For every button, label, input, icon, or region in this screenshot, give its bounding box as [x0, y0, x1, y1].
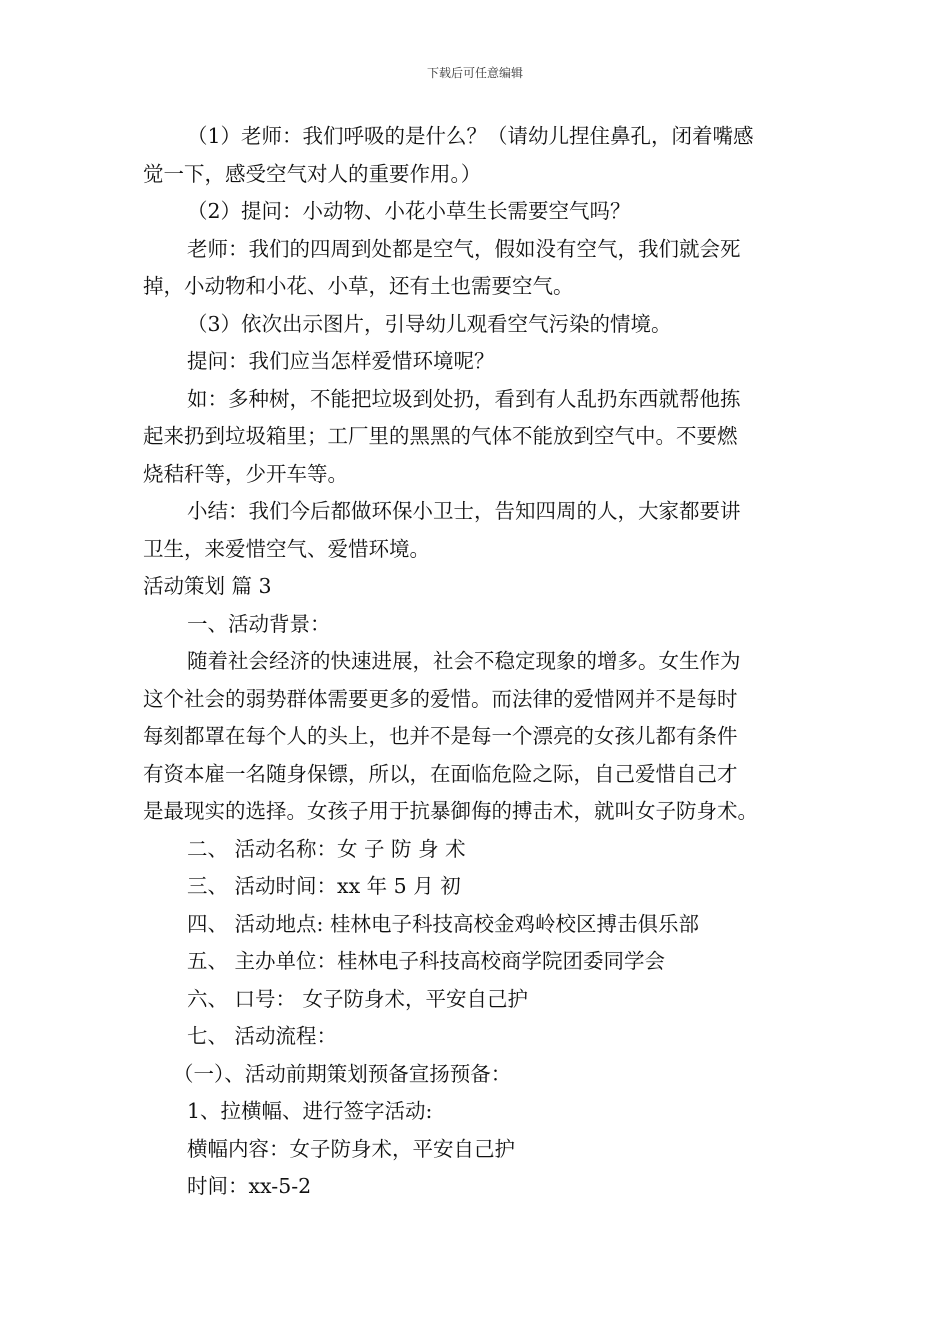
- text-line: 六、 口号： 女子防身术，平安自己护: [187, 986, 529, 1011]
- text-line: 有资本雇一名随身保镖，所以，在面临危险之际，自己爱惜自己才: [143, 761, 738, 786]
- paragraph: [143, 381, 807, 494]
- text-line: 这个社会的弱势群体需要更多的爱惜。而法律的爱惜网并不是每时: [143, 686, 738, 711]
- paragraph: [143, 981, 807, 1019]
- text-line: 横幅内容：女子防身术，平安自己护: [187, 1136, 515, 1161]
- text-line: 时间：xx-5-2: [187, 1174, 312, 1198]
- text-line: 烧秸秆等，少开车等。: [143, 461, 348, 486]
- text-line: 四、 活动地点: 桂林电子科技高校金鸡岭校区搏击俱乐部: [187, 911, 699, 936]
- text-line: （2）提问：小动物、小花小草生长需要空气吗？: [187, 199, 631, 223]
- text-line: 觉一下，感受空气对人的重要作用。）: [143, 161, 482, 186]
- paragraph: [143, 343, 807, 381]
- text-line: 五、 主办单位：桂林电子科技高校商学院团委同学会: [187, 949, 666, 973]
- paragraph: [143, 193, 807, 231]
- text-line: （一）、活动前期策划预备宣扬预备：: [173, 1061, 512, 1086]
- text-line: 提问：我们应当怎样爱惜环境呢？: [187, 349, 495, 373]
- document-body: [143, 118, 807, 1206]
- text-line: 掉，小动物和小花、小草，还有土也需要空气。: [143, 274, 574, 298]
- paragraph: [143, 118, 807, 193]
- paragraph: [143, 1056, 807, 1094]
- text-line: 卫生，来爱惜空气、爱惜环境。: [143, 536, 430, 561]
- paragraph: [143, 943, 807, 981]
- text-line: 如：多种树，不能把垃圾到处扔，看到有人乱扔东西就帮他拣: [187, 386, 741, 411]
- paragraph: [143, 1168, 807, 1206]
- text-line: 起来扔到垃圾箱里；工厂里的黑黑的气体不能放到空气中。不要燃: [143, 424, 738, 448]
- text-line: 三、 活动时间：xx 年 5 月 初: [187, 874, 461, 898]
- text-line: 一、活动背景：: [187, 611, 331, 636]
- paragraph: [143, 1093, 807, 1131]
- text-line: （1）老师：我们呼吸的是什么？（请幼儿捏住鼻孔，闭着嘴感: [187, 124, 754, 148]
- text-line: 随着社会经济的快速进展，社会不稳定现象的增多。女生作为: [187, 649, 741, 673]
- text-line: 每刻都罩在每个人的头上，也并不是每一个漂亮的女孩儿都有条件: [143, 724, 738, 748]
- paragraph: [143, 306, 807, 344]
- paragraph: [143, 643, 807, 831]
- text-line: 1、拉横幅、进行签字活动:: [187, 1099, 433, 1123]
- paragraph: [143, 906, 807, 944]
- page-header: 下载后可任意编辑: [426, 66, 523, 80]
- paragraph: [143, 1131, 807, 1169]
- text-line: 小结：我们今后都做环保小卫士，告知四周的人，大家都要讲: [187, 499, 741, 523]
- paragraph: [143, 606, 807, 644]
- text-line: 七、 活动流程：: [187, 1024, 338, 1048]
- paragraph: [143, 231, 807, 306]
- text-line: （3）依次出示图片，引导幼儿观看空气污染的情境。: [187, 311, 672, 336]
- paragraph: [143, 568, 807, 606]
- paragraph: [143, 831, 807, 869]
- paragraph: [143, 1018, 807, 1056]
- text-line: 二、 活动名称：女 子 防 身 术: [187, 836, 466, 861]
- paragraph: [143, 493, 807, 568]
- paragraph: [143, 868, 807, 906]
- text-line: 老师：我们的四周到处都是空气，假如没有空气，我们就会死: [187, 236, 741, 261]
- text-line: 活动策划 篇 3: [143, 574, 272, 598]
- text-line: 是最现实的选择。女孩子用于抗暴御侮的搏击术，就叫女子防身术。: [143, 799, 758, 823]
